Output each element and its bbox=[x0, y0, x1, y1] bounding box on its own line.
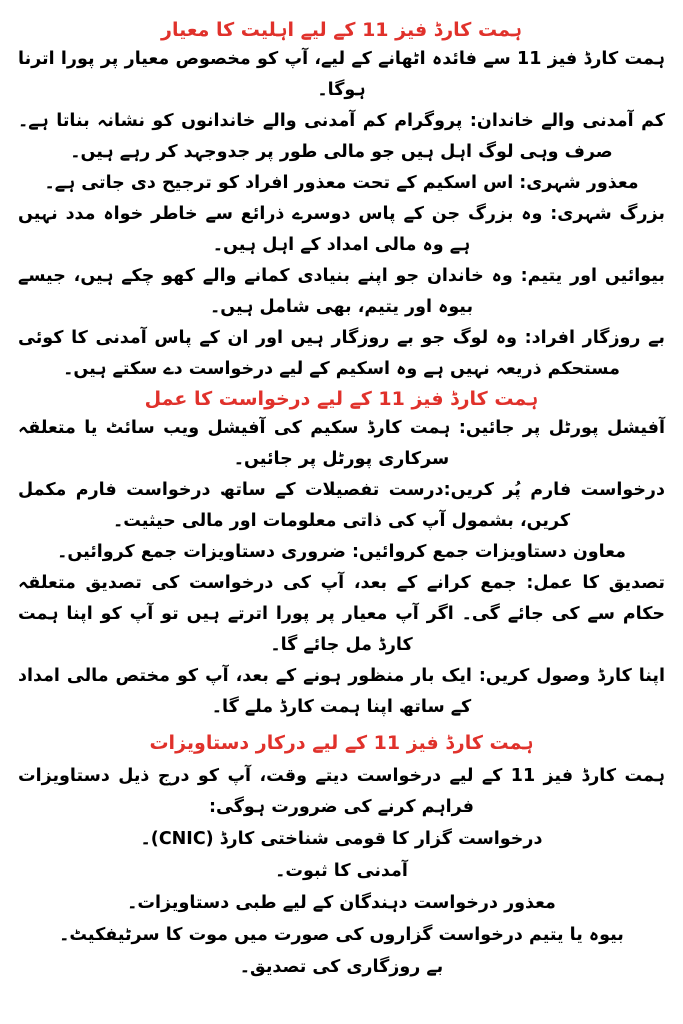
section-heading-application-process: ہمت کارڈ فیز 11 کے لیے درخواست کا عمل bbox=[144, 388, 539, 410]
document-item: معذور درخواست دہندگان کے لیے طبی دستاویزات۔ bbox=[127, 893, 556, 913]
process-step: معاون دستاویزات جمع کروائیں: ضروری دستاویزات جمع کروائیں۔ bbox=[57, 542, 626, 562]
process-step: اپنا کارڈ وصول کریں: ایک بار منظور ہونے کے بعد، آپ کو مختص مالی امداد کے ساتھ اپنا ہمت کارڈ ملے گا۔ bbox=[18, 666, 665, 717]
section-heading-required-documents: ہمت کارڈ فیز 11 کے لیے درکار دستاویزات bbox=[149, 732, 534, 754]
section-heading-eligibility: ہمت کارڈ فیز 11 کے لیے اہلیت کا معیار bbox=[161, 19, 522, 41]
document-item: آمدنی کا ثبوت۔ bbox=[275, 861, 408, 881]
process-step: درخواست فارم پُر کریں:درست تفصیلات کے ساتھ درخواست فارم مکمل کریں، بشمول آپ کی ذاتی معلومات اور مالی حیثیت۔ bbox=[18, 480, 665, 531]
eligibility-item: بزرگ شہری: وہ بزرگ جن کے پاس دوسرے ذرائع سے خاطر خواہ مدد نہیں ہے وہ مالی امداد کے اہل ہیں۔ bbox=[18, 204, 665, 255]
eligibility-item: بے روزگار افراد: وہ لوگ جو بے روزگار ہیں اور ان کے پاس آمدنی کا کوئی مستحکم ذریعہ نہیں ہے وہ اسکیم کے لیے درخواست دے سکتے ہیں۔ bbox=[18, 328, 665, 379]
eligibility-item: معذور شہری: اس اسکیم کے تحت معذور افراد کو ترجیح دی جاتی ہے۔ bbox=[44, 173, 639, 193]
document-item: بیوہ یا یتیم درخواست گزاروں کی صورت میں موت کا سرٹیفکیٹ۔ bbox=[59, 925, 624, 945]
document-item: درخواست گزار کا قومی شناختی کارڈ (CNIC)۔ bbox=[140, 829, 543, 849]
document-item: بے روزگاری کی تصدیق۔ bbox=[239, 957, 444, 977]
eligibility-item: بیوائیں اور یتیم: وہ خاندان جو اپنے بنیادی کمانے والے کھو چکے ہیں، جیسے بیوہ اور یتیم، بھی شامل ہیں۔ bbox=[18, 266, 665, 317]
eligibility-item: کم آمدنی والے خاندان: پروگرام کم آمدنی والے خاندانوں کو نشانہ بناتا ہے۔ صرف وہی لوگ اہل ہیں جو مالی طور پر جدوجہد کر رہے ہیں۔ bbox=[18, 111, 665, 162]
process-step: تصدیق کا عمل: جمع کرانے کے بعد، آپ کی درخواست کی تصدیق متعلقہ حکام سے کی جائے گی۔ اگر آپ معیار پر پورا اترتے ہیں تو آپ کو اپنا ہمت کارڈ مل جائے گا۔ bbox=[18, 573, 665, 655]
process-step: آفیشل پورٹل پر جائیں: ہمت کارڈ سکیم کی آفیشل ویب سائٹ یا متعلقہ سرکاری پورٹل پر جائیں۔ bbox=[18, 418, 665, 469]
eligibility-intro: ہمت کارڈ فیز 11 سے فائدہ اٹھانے کے لیے، آپ کو مخصوص معیار پر پورا اترنا ہوگا۔ bbox=[18, 49, 665, 100]
documents-intro: ہمت کارڈ فیز 11 کے لیے درخواست دیتے وقت، آپ کو درج ذیل دستاویزات فراہم کرنے کی ضرورت ہوگی: bbox=[18, 766, 665, 817]
documents-list bbox=[18, 823, 665, 983]
